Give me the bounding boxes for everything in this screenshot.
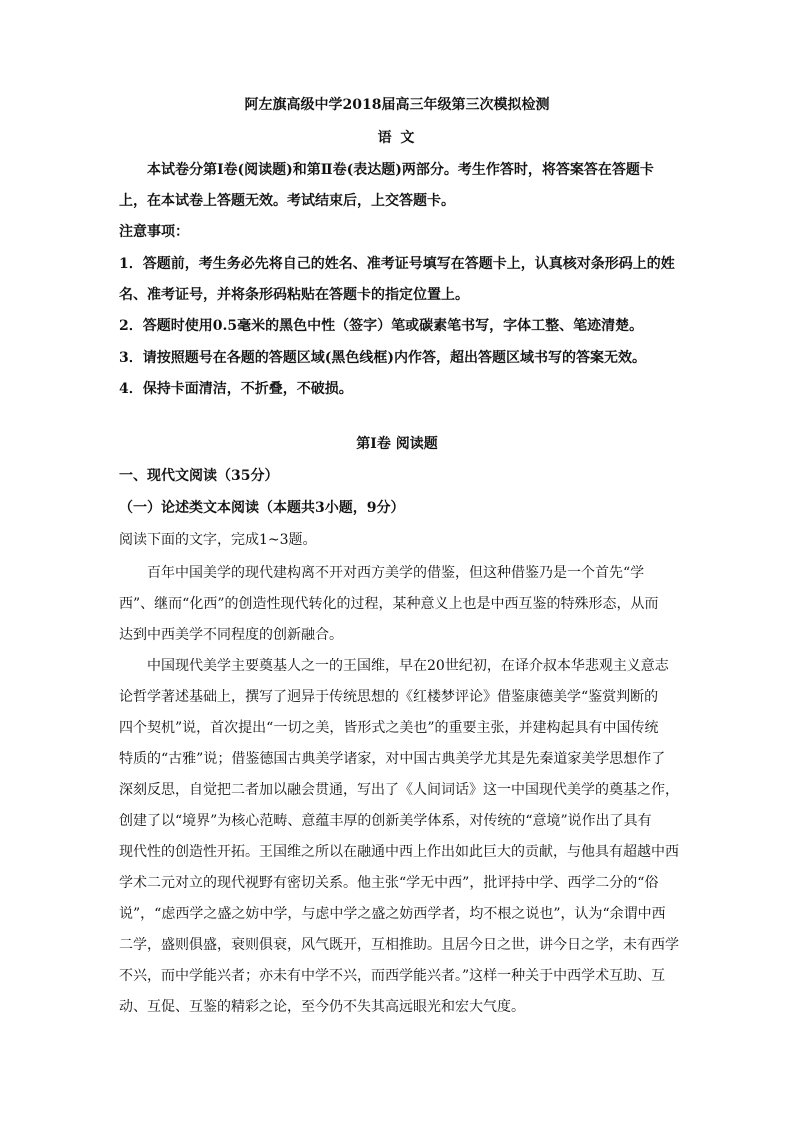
exam-title: 阿左旗高级中学2018届高三年级第三次模拟检测 [244, 97, 550, 113]
part1-title: 第Ⅰ卷 阅读题 [356, 436, 438, 452]
reading-instruction: 阅读下面的文字，完成1~3题。 [119, 532, 317, 548]
passage-p2-line: 特质的“古雅”说；借鉴德国古典美学诸家，对中国古典美学尤其是先秦道家美学思想作了 [119, 751, 666, 767]
passage-p2-line: 学术二元对立的现代视野有密切关系。他主张“学无中西”，批评持中学、西学二分的“俗 [119, 875, 659, 891]
intro-line-1: 本试卷分第Ⅰ卷(阅读题)和第Ⅱ卷(表达题)两部分。考生作答时，将答案答在答题卡 [147, 162, 654, 178]
passage-p2-line: 中国现代美学主要奠基人之一的王国维，早在20世纪初，在译介叔本华悲观主义意志 [147, 658, 669, 674]
passage-p2-line: 论哲学著述基础上，撰写了迥异于传统思想的《红楼梦评论》借鉴康德美学“鉴赏判断的 [119, 689, 659, 705]
notes-heading: 注意事项： [119, 224, 189, 240]
passage-p2-line: 二学，盛则俱盛，衰则俱衰，风气既开，互相推助。且居今日之世，讲今日之学，未有西学 [119, 937, 679, 953]
note-3: 3．请按照题号在各题的答题区域(黑色线框)内作答，超出答题区域书写的答案无效。 [119, 350, 646, 366]
note-2: 2．答题时使用0.5毫米的黑色中性（签字）笔或碳素笔书写，字体工整、笔迹清楚。 [119, 318, 644, 334]
passage-p2-line: 现代性的创造性开拓。王国维之所以在融通中西上作出如此巨大的贡献，与他具有超越中西 [119, 844, 679, 860]
note-4: 4．保持卡面清洁，不折叠，不破损。 [119, 381, 353, 397]
passage-p2-line: 四个契机”说，首次提出“一切之美，皆形式之美也”的重要主张，并建构起具有中国传统 [119, 720, 659, 736]
intro-line-2: 上，在本试卷上答题无效。考试结束后，上交答题卡。 [119, 193, 455, 209]
passage-p2-line: 动、互促、互鉴的精彩之论，至今仍不失其高远眼光和宏大气度。 [119, 999, 525, 1015]
passage-p1-line: 百年中国美学的现代建构离不开对西方美学的借鉴，但这种借鉴乃是一个首先“学 [147, 565, 645, 581]
passage-p1-line: 西”、继而“化西”的创造性现代转化的过程，某种意义上也是中西互鉴的特殊形态，从而 [119, 596, 659, 612]
subject-title: 语 文 [377, 130, 417, 146]
subsection1-heading: （一）论述类文本阅读（本题共3小题，9分） [119, 500, 405, 516]
passage-p2-line: 深刻反思，自觉把二者加以融会贯通，写出了《人间词话》这一中国现代美学的奠基之作， [119, 782, 679, 798]
passage-p2-line: 创建了以“境界”为核心范畴、意蕴丰厚的创新美学体系，对传统的“意境”说作出了具有 [119, 813, 652, 829]
passage-p2-line: 说”，“虑西学之盛之妨中学，与虑中学之盛之妨西学者，均不根之说也”，认为“余谓中西 [119, 906, 666, 922]
note-1-line-2: 名、准考证号，并将条形码粘贴在答题卡的指定位置上。 [119, 287, 469, 303]
passage-p1-line: 达到中西美学不同程度的创新融合。 [119, 627, 343, 643]
note-1-line-1: 1．答题前，考生务必先将自己的姓名、准考证号填写在答题卡上，认真核对条形码上的姓 [119, 256, 675, 272]
passage-p2-line: 不兴，而中学能兴者；亦未有中学不兴，而西学能兴者。”这样一种关于中西学术互助、互 [119, 968, 666, 984]
section1-heading: 一、现代文阅读（35分） [119, 468, 279, 484]
